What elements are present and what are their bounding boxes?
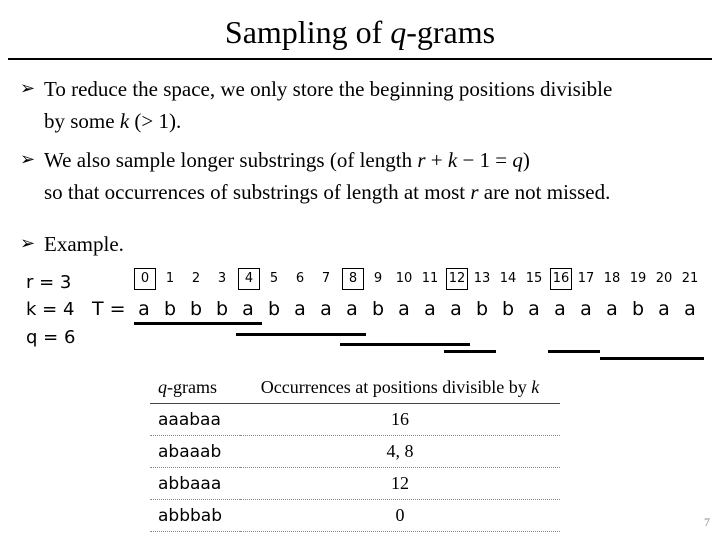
position-index: 18 (603, 271, 621, 286)
qgram-underline-pos8 (340, 343, 470, 346)
text-char: b (215, 298, 229, 320)
position-index: 0 (134, 268, 156, 290)
position-index: 2 (191, 271, 201, 286)
position-index: 6 (295, 271, 305, 286)
qgram-cell: abbbab (150, 500, 240, 532)
table-header-row (150, 372, 560, 404)
qgram-underline-pos12 (444, 350, 496, 353)
position-index: 20 (655, 271, 673, 286)
bullet-3-line-1: Example. (44, 232, 124, 256)
text-char: a (242, 298, 254, 320)
position-index: 14 (499, 271, 517, 286)
position-index: 12 (446, 268, 468, 290)
position-index: 3 (217, 271, 227, 286)
arrow-bullet-icon: ➢ (20, 149, 36, 170)
position-index: 10 (395, 271, 413, 286)
text-char: b (371, 298, 385, 320)
param-k: k = 4 (26, 299, 75, 320)
title-divider (8, 58, 712, 60)
text-char: a (398, 298, 410, 320)
position-index: 7 (321, 271, 331, 286)
position-index: 19 (629, 271, 647, 286)
table-row (150, 468, 560, 500)
position-index: 9 (373, 271, 383, 286)
text-char: a (138, 298, 150, 320)
occurrence-cell: 4, 8 (240, 436, 560, 468)
qgram-cell: abbaaa (150, 468, 240, 500)
position-index: 16 (550, 268, 572, 290)
position-index: 13 (473, 271, 491, 286)
position-index: 21 (681, 271, 699, 286)
text-char: a (658, 298, 670, 320)
qgram-underline-pos16 (548, 350, 600, 353)
text-char: b (631, 298, 645, 320)
title-var: q (390, 14, 407, 50)
bullet-2-line-2: so that occurrences of substrings of length at most r are not missed. (44, 180, 611, 204)
qgram-occurrence-table (150, 372, 560, 532)
table-row (150, 436, 560, 468)
occurrence-cell: 16 (240, 404, 560, 436)
param-r: r = 3 (26, 272, 72, 293)
param-q: q = 6 (26, 327, 76, 348)
qgram-underline-tail (600, 357, 704, 360)
bullet-2-line-1: We also sample longer substrings (of length r + k − 1 = q) (44, 148, 530, 172)
arrow-bullet-icon: ➢ (20, 78, 36, 99)
bullet-1-line-2: by some k (> 1). (44, 109, 182, 133)
text-char: a (346, 298, 358, 320)
text-char: b (163, 298, 177, 320)
table-row (150, 404, 560, 436)
qgram-underline-pos4 (236, 333, 366, 336)
text-char: a (580, 298, 592, 320)
text-char: a (450, 298, 462, 320)
title-prefix: Sampling of (224, 14, 391, 50)
position-index: 1 (165, 271, 175, 286)
text-char: b (189, 298, 203, 320)
text-char: a (606, 298, 618, 320)
text-char: a (320, 298, 332, 320)
slide-title (0, 14, 720, 51)
text-char: a (528, 298, 540, 320)
header-occurrences: Occurrences at positions divisible by k (240, 372, 560, 404)
occurrence-cell: 12 (240, 468, 560, 500)
text-char: a (684, 298, 696, 320)
text-char: b (501, 298, 515, 320)
page-number: 7 (704, 515, 710, 529)
text-char: a (424, 298, 436, 320)
qgram-cell: abaaab (150, 436, 240, 468)
text-char: b (267, 298, 281, 320)
position-index: 4 (238, 268, 260, 290)
text-char: a (554, 298, 566, 320)
position-index: 11 (421, 271, 439, 286)
position-index: 5 (269, 271, 279, 286)
text-char: a (294, 298, 306, 320)
qgram-underline-pos0 (134, 322, 262, 325)
text-label: T = (92, 298, 126, 320)
position-index: 15 (525, 271, 543, 286)
qgram-cell: aaabaa (150, 404, 240, 436)
title-suffix: -grams (406, 14, 496, 50)
arrow-bullet-icon: ➢ (20, 233, 36, 254)
position-index: 8 (342, 268, 364, 290)
text-char: b (475, 298, 489, 320)
position-index: 17 (577, 271, 595, 286)
bullet-1-line-1: To reduce the space, we only store the beginning positions divisible (44, 77, 613, 101)
table-row (150, 500, 560, 532)
occurrence-cell: 0 (240, 500, 560, 532)
header-qgrams: q-grams (150, 372, 240, 404)
